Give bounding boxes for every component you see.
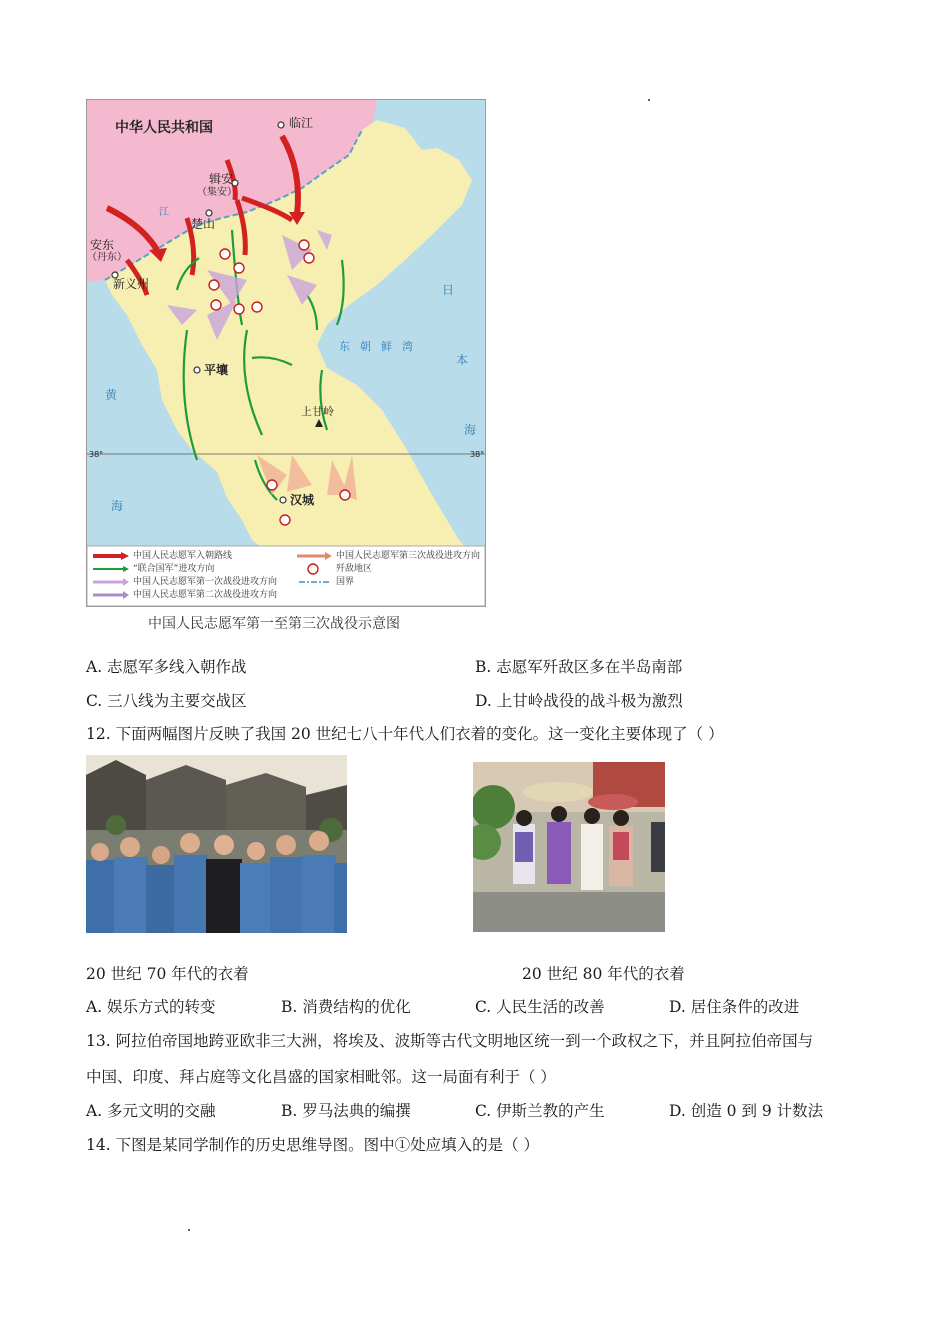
q13-stem-line1: 13. 阿拉伯帝国地跨亚欧非三大洲，将埃及、波斯等古代文明地区统一到一个政权之下，并且阿拉伯帝国与 xyxy=(86,1032,814,1050)
stray-dot xyxy=(188,1229,190,1231)
q11-option-b: B. 志愿军歼敌区多在半岛南部 xyxy=(475,658,683,676)
place-jian-alt: （集安） xyxy=(197,187,237,198)
q12-option-d: D. 居住条件的改进 xyxy=(669,998,800,1016)
river-label: 江 xyxy=(159,207,169,218)
sea-japan-1: 日 xyxy=(442,283,455,297)
korean-war-map xyxy=(86,99,486,607)
q12-option-c: C. 人民生活的改善 xyxy=(475,998,605,1016)
legend-annihilation-area: 歼敌地区 xyxy=(336,564,373,574)
yellow-sea-2: 海 xyxy=(111,499,124,513)
east-korea-bay: 东朝鲜湾 xyxy=(339,340,423,353)
q12-caption-right: 20 世纪 80 年代的衣着 xyxy=(522,965,685,983)
q12-option-a: A. 娱乐方式的转变 xyxy=(86,998,216,1016)
map-graphic xyxy=(87,100,485,606)
map-caption: 中国人民志愿军第一至第三次战役示意图 xyxy=(148,616,400,632)
legend-entry-route: 中国人民志愿军入朝路线 xyxy=(133,551,233,561)
photo-1970s-clothing xyxy=(86,755,347,933)
q11-option-d: D. 上甘岭战役的战斗极为激烈 xyxy=(475,692,683,710)
sea-japan-2: 本 xyxy=(456,353,469,367)
q12-stem: 12. 下面两幅图片反映了我国 20 世纪七八十年代人们衣着的变化。这一变化主要体现了（ ） xyxy=(86,725,724,743)
q12-caption-left: 20 世纪 70 年代的衣着 xyxy=(86,965,249,983)
legend-un-advance: “联合国军”进攻方向 xyxy=(133,564,215,574)
yellow-sea-1: 黄 xyxy=(105,388,118,402)
legend-third-campaign: 中国人民志愿军第三次战役进攻方向 xyxy=(336,551,481,561)
legend-first-campaign: 中国人民志愿军第一次战役进攻方向 xyxy=(133,577,278,587)
place-shangganling: 上甘岭 xyxy=(301,405,334,418)
q13-option-d: D. 创造 0 到 9 计数法 xyxy=(669,1102,824,1120)
place-andong-alt: （丹东） xyxy=(87,252,127,263)
q13-option-c: C. 伊斯兰教的产生 xyxy=(475,1102,605,1120)
sea-japan-3: 海 xyxy=(464,423,477,437)
place-xinyizhou: 新义州 xyxy=(113,277,150,291)
legend-second-campaign: 中国人民志愿军第二次战役进攻方向 xyxy=(133,590,278,600)
q11-option-a: A. 志愿军多线入朝作战 xyxy=(86,658,247,676)
place-pyongyang: 平壤 xyxy=(204,363,229,377)
stray-dot xyxy=(648,99,650,101)
place-seoul: 汉城 xyxy=(290,493,315,507)
q13-option-a: A. 多元文明的交融 xyxy=(86,1102,216,1120)
parallel-label-right: 38° xyxy=(470,450,485,459)
photo-1980s-clothing xyxy=(473,762,665,932)
place-andong: 安东 xyxy=(90,238,115,252)
place-linjiang: 临江 xyxy=(289,116,314,130)
place-jian: 辑安 xyxy=(209,172,234,186)
legend-border: 国界 xyxy=(336,577,355,587)
place-chushan: 楚山 xyxy=(191,217,216,231)
parallel-label-left: 38° xyxy=(89,450,104,459)
q14-stem: 14. 下图是某同学制作的历史思维导图。图中①处应填入的是（ ） xyxy=(86,1136,540,1154)
q13-stem-line2: 中国、印度、拜占庭等文化昌盛的国家相毗邻。这一局面有利于（ ） xyxy=(86,1068,556,1086)
q11-option-c: C. 三八线为主要交战区 xyxy=(86,692,247,710)
country-label: 中华人民共和国 xyxy=(115,120,213,136)
q13-option-b: B. 罗马法典的编撰 xyxy=(281,1102,411,1120)
q12-option-b: B. 消费结构的优化 xyxy=(281,998,411,1016)
